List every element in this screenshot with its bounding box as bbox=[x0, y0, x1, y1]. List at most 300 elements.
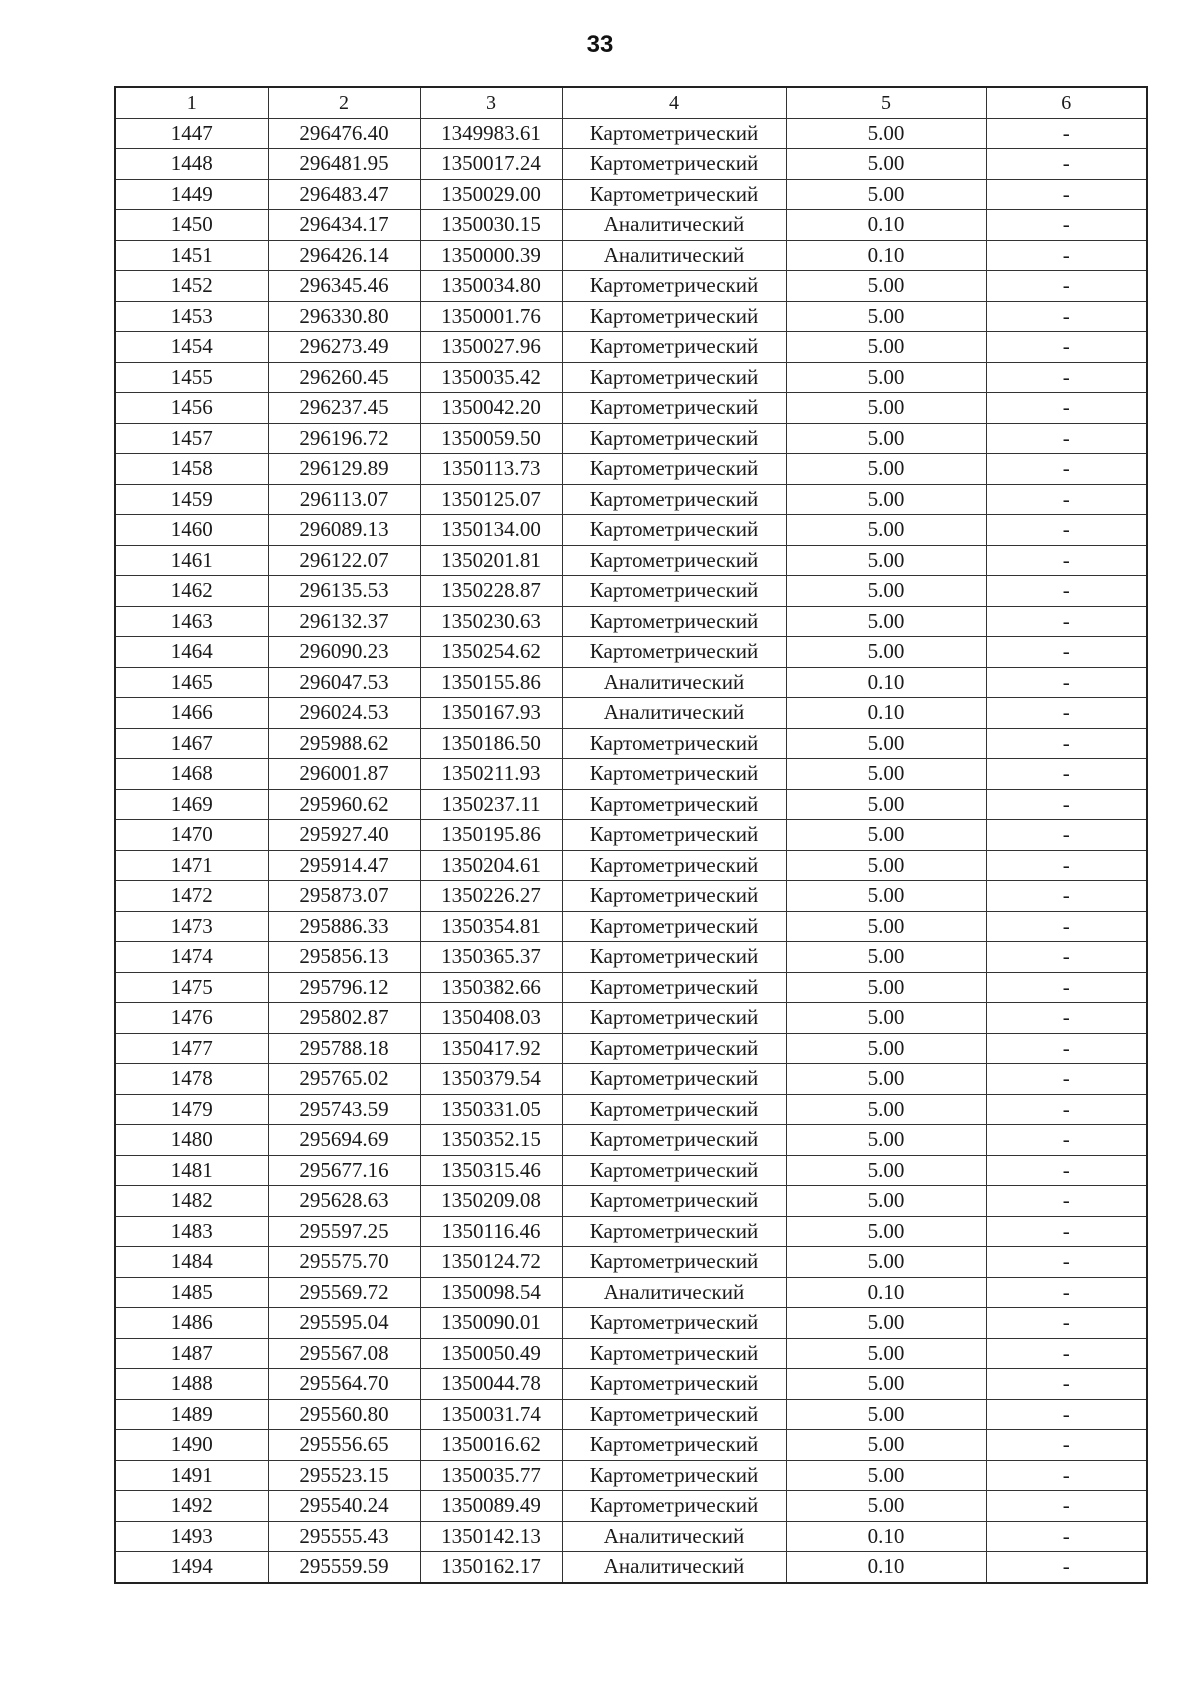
point-number-cell: 1471 bbox=[115, 850, 268, 881]
x-coordinate-cell: 295873.07 bbox=[268, 881, 420, 912]
y-coordinate-cell: 1350254.62 bbox=[420, 637, 562, 668]
method-cell: Аналитический bbox=[562, 698, 786, 729]
table-row bbox=[115, 1033, 1147, 1064]
method-cell: Картометрический bbox=[562, 1033, 786, 1064]
x-coordinate-cell: 295988.62 bbox=[268, 728, 420, 759]
method-cell: Картометрический bbox=[562, 576, 786, 607]
x-coordinate-cell: 295575.70 bbox=[268, 1247, 420, 1278]
y-coordinate-cell: 1350035.42 bbox=[420, 362, 562, 393]
point-number-cell: 1480 bbox=[115, 1125, 268, 1156]
y-coordinate-cell: 1350331.05 bbox=[420, 1094, 562, 1125]
table-row bbox=[115, 1094, 1147, 1125]
x-coordinate-cell: 295597.25 bbox=[268, 1216, 420, 1247]
table-row bbox=[115, 545, 1147, 576]
table-row bbox=[115, 1521, 1147, 1552]
accuracy-cell: 5.00 bbox=[786, 1094, 986, 1125]
accuracy-cell: 5.00 bbox=[786, 271, 986, 302]
point-number-cell: 1448 bbox=[115, 149, 268, 180]
point-number-cell: 1470 bbox=[115, 820, 268, 851]
point-number-cell: 1463 bbox=[115, 606, 268, 637]
accuracy-cell: 5.00 bbox=[786, 576, 986, 607]
note-cell: - bbox=[986, 942, 1147, 973]
y-coordinate-cell: 1350379.54 bbox=[420, 1064, 562, 1095]
method-cell: Картометрический bbox=[562, 1064, 786, 1095]
accuracy-cell: 5.00 bbox=[786, 850, 986, 881]
note-cell: - bbox=[986, 1155, 1147, 1186]
y-coordinate-cell: 1350031.74 bbox=[420, 1399, 562, 1430]
x-coordinate-cell: 295540.24 bbox=[268, 1491, 420, 1522]
accuracy-cell: 5.00 bbox=[786, 1369, 986, 1400]
note-cell: - bbox=[986, 515, 1147, 546]
note-cell: - bbox=[986, 850, 1147, 881]
accuracy-cell: 0.10 bbox=[786, 210, 986, 241]
method-cell: Картометрический bbox=[562, 728, 786, 759]
x-coordinate-cell: 296330.80 bbox=[268, 301, 420, 332]
x-coordinate-cell: 296113.07 bbox=[268, 484, 420, 515]
point-number-cell: 1485 bbox=[115, 1277, 268, 1308]
table-row bbox=[115, 1155, 1147, 1186]
accuracy-cell: 0.10 bbox=[786, 1521, 986, 1552]
point-number-cell: 1479 bbox=[115, 1094, 268, 1125]
point-number-cell: 1494 bbox=[115, 1552, 268, 1583]
x-coordinate-cell: 295788.18 bbox=[268, 1033, 420, 1064]
note-cell: - bbox=[986, 1277, 1147, 1308]
y-coordinate-cell: 1350155.86 bbox=[420, 667, 562, 698]
x-coordinate-cell: 295886.33 bbox=[268, 911, 420, 942]
y-coordinate-cell: 1350167.93 bbox=[420, 698, 562, 729]
point-number-cell: 1449 bbox=[115, 179, 268, 210]
method-cell: Картометрический bbox=[562, 850, 786, 881]
table-row bbox=[115, 149, 1147, 180]
accuracy-cell: 5.00 bbox=[786, 759, 986, 790]
point-number-cell: 1455 bbox=[115, 362, 268, 393]
y-coordinate-cell: 1350417.92 bbox=[420, 1033, 562, 1064]
y-coordinate-cell: 1350201.81 bbox=[420, 545, 562, 576]
note-cell: - bbox=[986, 1094, 1147, 1125]
note-cell: - bbox=[986, 423, 1147, 454]
method-cell: Картометрический bbox=[562, 1125, 786, 1156]
method-cell: Картометрический bbox=[562, 1308, 786, 1339]
note-cell: - bbox=[986, 484, 1147, 515]
table-row bbox=[115, 301, 1147, 332]
y-coordinate-cell: 1350044.78 bbox=[420, 1369, 562, 1400]
point-number-cell: 1461 bbox=[115, 545, 268, 576]
accuracy-cell: 5.00 bbox=[786, 1247, 986, 1278]
method-cell: Картометрический bbox=[562, 637, 786, 668]
note-cell: - bbox=[986, 1033, 1147, 1064]
accuracy-cell: 5.00 bbox=[786, 393, 986, 424]
accuracy-cell: 5.00 bbox=[786, 301, 986, 332]
x-coordinate-cell: 296273.49 bbox=[268, 332, 420, 363]
column-header-4: 4 bbox=[562, 87, 786, 118]
accuracy-cell: 5.00 bbox=[786, 149, 986, 180]
point-number-cell: 1456 bbox=[115, 393, 268, 424]
point-number-cell: 1489 bbox=[115, 1399, 268, 1430]
point-number-cell: 1475 bbox=[115, 972, 268, 1003]
table-row bbox=[115, 1125, 1147, 1156]
point-number-cell: 1466 bbox=[115, 698, 268, 729]
note-cell: - bbox=[986, 728, 1147, 759]
y-coordinate-cell: 1350124.72 bbox=[420, 1247, 562, 1278]
y-coordinate-cell: 1350204.61 bbox=[420, 850, 562, 881]
point-number-cell: 1473 bbox=[115, 911, 268, 942]
point-number-cell: 1478 bbox=[115, 1064, 268, 1095]
point-number-cell: 1486 bbox=[115, 1308, 268, 1339]
table-row bbox=[115, 271, 1147, 302]
table-row bbox=[115, 1369, 1147, 1400]
coordinates-table bbox=[114, 86, 1148, 1584]
method-cell: Картометрический bbox=[562, 423, 786, 454]
table-row bbox=[115, 942, 1147, 973]
method-cell: Картометрический bbox=[562, 454, 786, 485]
table-row bbox=[115, 820, 1147, 851]
note-cell: - bbox=[986, 118, 1147, 149]
point-number-cell: 1459 bbox=[115, 484, 268, 515]
table-row bbox=[115, 911, 1147, 942]
note-cell: - bbox=[986, 972, 1147, 1003]
y-coordinate-cell: 1350228.87 bbox=[420, 576, 562, 607]
point-number-cell: 1490 bbox=[115, 1430, 268, 1461]
x-coordinate-cell: 295856.13 bbox=[268, 942, 420, 973]
x-coordinate-cell: 295802.87 bbox=[268, 1003, 420, 1034]
y-coordinate-cell: 1350000.39 bbox=[420, 240, 562, 271]
accuracy-cell: 5.00 bbox=[786, 1430, 986, 1461]
x-coordinate-cell: 295914.47 bbox=[268, 850, 420, 881]
y-coordinate-cell: 1350030.15 bbox=[420, 210, 562, 241]
note-cell: - bbox=[986, 1430, 1147, 1461]
method-cell: Картометрический bbox=[562, 881, 786, 912]
note-cell: - bbox=[986, 545, 1147, 576]
x-coordinate-cell: 296426.14 bbox=[268, 240, 420, 271]
method-cell: Картометрический bbox=[562, 1338, 786, 1369]
table-row bbox=[115, 1552, 1147, 1583]
y-coordinate-cell: 1350017.24 bbox=[420, 149, 562, 180]
point-number-cell: 1482 bbox=[115, 1186, 268, 1217]
y-coordinate-cell: 1350195.86 bbox=[420, 820, 562, 851]
table-row bbox=[115, 210, 1147, 241]
method-cell: Картометрический bbox=[562, 1430, 786, 1461]
point-number-cell: 1464 bbox=[115, 637, 268, 668]
y-coordinate-cell: 1350315.46 bbox=[420, 1155, 562, 1186]
y-coordinate-cell: 1350029.00 bbox=[420, 179, 562, 210]
point-number-cell: 1453 bbox=[115, 301, 268, 332]
x-coordinate-cell: 296476.40 bbox=[268, 118, 420, 149]
x-coordinate-cell: 296434.17 bbox=[268, 210, 420, 241]
y-coordinate-cell: 1350354.81 bbox=[420, 911, 562, 942]
y-coordinate-cell: 1350116.46 bbox=[420, 1216, 562, 1247]
note-cell: - bbox=[986, 820, 1147, 851]
table-row bbox=[115, 1338, 1147, 1369]
point-number-cell: 1458 bbox=[115, 454, 268, 485]
point-number-cell: 1472 bbox=[115, 881, 268, 912]
page-number: 33 bbox=[586, 31, 614, 58]
y-coordinate-cell: 1350352.15 bbox=[420, 1125, 562, 1156]
table-row bbox=[115, 454, 1147, 485]
point-number-cell: 1462 bbox=[115, 576, 268, 607]
point-number-cell: 1487 bbox=[115, 1338, 268, 1369]
accuracy-cell: 5.00 bbox=[786, 1399, 986, 1430]
note-cell: - bbox=[986, 1460, 1147, 1491]
note-cell: - bbox=[986, 1399, 1147, 1430]
x-coordinate-cell: 296001.87 bbox=[268, 759, 420, 790]
column-header-6: 6 bbox=[986, 87, 1147, 118]
note-cell: - bbox=[986, 1552, 1147, 1583]
accuracy-cell: 5.00 bbox=[786, 1338, 986, 1369]
method-cell: Картометрический bbox=[562, 1247, 786, 1278]
y-coordinate-cell: 1350125.07 bbox=[420, 484, 562, 515]
note-cell: - bbox=[986, 1003, 1147, 1034]
method-cell: Аналитический bbox=[562, 210, 786, 241]
note-cell: - bbox=[986, 789, 1147, 820]
accuracy-cell: 5.00 bbox=[786, 545, 986, 576]
table-row bbox=[115, 240, 1147, 271]
accuracy-cell: 0.10 bbox=[786, 667, 986, 698]
accuracy-cell: 5.00 bbox=[786, 972, 986, 1003]
method-cell: Картометрический bbox=[562, 1369, 786, 1400]
table-row bbox=[115, 1399, 1147, 1430]
x-coordinate-cell: 296122.07 bbox=[268, 545, 420, 576]
note-cell: - bbox=[986, 698, 1147, 729]
x-coordinate-cell: 295560.80 bbox=[268, 1399, 420, 1430]
point-number-cell: 1469 bbox=[115, 789, 268, 820]
point-number-cell: 1468 bbox=[115, 759, 268, 790]
table-row bbox=[115, 118, 1147, 149]
table-body bbox=[115, 118, 1147, 1583]
accuracy-cell: 5.00 bbox=[786, 606, 986, 637]
column-header-2: 2 bbox=[268, 87, 420, 118]
method-cell: Картометрический bbox=[562, 1216, 786, 1247]
note-cell: - bbox=[986, 1491, 1147, 1522]
method-cell: Картометрический bbox=[562, 789, 786, 820]
method-cell: Картометрический bbox=[562, 1094, 786, 1125]
point-number-cell: 1483 bbox=[115, 1216, 268, 1247]
method-cell: Картометрический bbox=[562, 911, 786, 942]
point-number-cell: 1447 bbox=[115, 118, 268, 149]
y-coordinate-cell: 1350059.50 bbox=[420, 423, 562, 454]
method-cell: Аналитический bbox=[562, 1521, 786, 1552]
table-row bbox=[115, 850, 1147, 881]
x-coordinate-cell: 295523.15 bbox=[268, 1460, 420, 1491]
table-row bbox=[115, 1216, 1147, 1247]
accuracy-cell: 5.00 bbox=[786, 1064, 986, 1095]
accuracy-cell: 5.00 bbox=[786, 515, 986, 546]
method-cell: Аналитический bbox=[562, 1552, 786, 1583]
method-cell: Картометрический bbox=[562, 301, 786, 332]
method-cell: Картометрический bbox=[562, 606, 786, 637]
accuracy-cell: 5.00 bbox=[786, 484, 986, 515]
accuracy-cell: 5.00 bbox=[786, 454, 986, 485]
table-row bbox=[115, 179, 1147, 210]
table-row bbox=[115, 393, 1147, 424]
note-cell: - bbox=[986, 362, 1147, 393]
x-coordinate-cell: 296090.23 bbox=[268, 637, 420, 668]
method-cell: Картометрический bbox=[562, 362, 786, 393]
table-row bbox=[115, 423, 1147, 454]
point-number-cell: 1493 bbox=[115, 1521, 268, 1552]
method-cell: Картометрический bbox=[562, 332, 786, 363]
y-coordinate-cell: 1350186.50 bbox=[420, 728, 562, 759]
x-coordinate-cell: 295796.12 bbox=[268, 972, 420, 1003]
x-coordinate-cell: 296237.45 bbox=[268, 393, 420, 424]
accuracy-cell: 5.00 bbox=[786, 1491, 986, 1522]
x-coordinate-cell: 296196.72 bbox=[268, 423, 420, 454]
table-row bbox=[115, 1003, 1147, 1034]
accuracy-cell: 5.00 bbox=[786, 789, 986, 820]
note-cell: - bbox=[986, 332, 1147, 363]
x-coordinate-cell: 295677.16 bbox=[268, 1155, 420, 1186]
column-header-3: 3 bbox=[420, 87, 562, 118]
point-number-cell: 1488 bbox=[115, 1369, 268, 1400]
point-number-cell: 1491 bbox=[115, 1460, 268, 1491]
note-cell: - bbox=[986, 1521, 1147, 1552]
x-coordinate-cell: 296089.13 bbox=[268, 515, 420, 546]
point-number-cell: 1476 bbox=[115, 1003, 268, 1034]
method-cell: Картометрический bbox=[562, 484, 786, 515]
note-cell: - bbox=[986, 210, 1147, 241]
y-coordinate-cell: 1350230.63 bbox=[420, 606, 562, 637]
note-cell: - bbox=[986, 1247, 1147, 1278]
accuracy-cell: 5.00 bbox=[786, 118, 986, 149]
accuracy-cell: 0.10 bbox=[786, 240, 986, 271]
point-number-cell: 1492 bbox=[115, 1491, 268, 1522]
accuracy-cell: 5.00 bbox=[786, 1033, 986, 1064]
x-coordinate-cell: 296129.89 bbox=[268, 454, 420, 485]
column-header-5: 5 bbox=[786, 87, 986, 118]
note-cell: - bbox=[986, 1369, 1147, 1400]
accuracy-cell: 5.00 bbox=[786, 637, 986, 668]
point-number-cell: 1460 bbox=[115, 515, 268, 546]
accuracy-cell: 5.00 bbox=[786, 1186, 986, 1217]
point-number-cell: 1450 bbox=[115, 210, 268, 241]
accuracy-cell: 5.00 bbox=[786, 1003, 986, 1034]
note-cell: - bbox=[986, 1216, 1147, 1247]
x-coordinate-cell: 296345.46 bbox=[268, 271, 420, 302]
note-cell: - bbox=[986, 667, 1147, 698]
method-cell: Аналитический bbox=[562, 667, 786, 698]
x-coordinate-cell: 296132.37 bbox=[268, 606, 420, 637]
y-coordinate-cell: 1350226.27 bbox=[420, 881, 562, 912]
note-cell: - bbox=[986, 301, 1147, 332]
table-row bbox=[115, 362, 1147, 393]
accuracy-cell: 5.00 bbox=[786, 362, 986, 393]
point-number-cell: 1457 bbox=[115, 423, 268, 454]
method-cell: Картометрический bbox=[562, 972, 786, 1003]
x-coordinate-cell: 295555.43 bbox=[268, 1521, 420, 1552]
table-row bbox=[115, 576, 1147, 607]
point-number-cell: 1467 bbox=[115, 728, 268, 759]
accuracy-cell: 5.00 bbox=[786, 820, 986, 851]
note-cell: - bbox=[986, 393, 1147, 424]
y-coordinate-cell: 1350211.93 bbox=[420, 759, 562, 790]
table-row bbox=[115, 484, 1147, 515]
accuracy-cell: 5.00 bbox=[786, 1308, 986, 1339]
point-number-cell: 1454 bbox=[115, 332, 268, 363]
note-cell: - bbox=[986, 1064, 1147, 1095]
x-coordinate-cell: 295569.72 bbox=[268, 1277, 420, 1308]
method-cell: Аналитический bbox=[562, 240, 786, 271]
y-coordinate-cell: 1350237.11 bbox=[420, 789, 562, 820]
method-cell: Картометрический bbox=[562, 759, 786, 790]
x-coordinate-cell: 296024.53 bbox=[268, 698, 420, 729]
note-cell: - bbox=[986, 1308, 1147, 1339]
table-row bbox=[115, 637, 1147, 668]
note-cell: - bbox=[986, 454, 1147, 485]
table-row bbox=[115, 972, 1147, 1003]
table-row bbox=[115, 1277, 1147, 1308]
x-coordinate-cell: 296047.53 bbox=[268, 667, 420, 698]
y-coordinate-cell: 1349983.61 bbox=[420, 118, 562, 149]
accuracy-cell: 5.00 bbox=[786, 1460, 986, 1491]
point-number-cell: 1474 bbox=[115, 942, 268, 973]
method-cell: Картометрический bbox=[562, 1460, 786, 1491]
accuracy-cell: 0.10 bbox=[786, 1552, 986, 1583]
x-coordinate-cell: 295556.65 bbox=[268, 1430, 420, 1461]
point-number-cell: 1451 bbox=[115, 240, 268, 271]
y-coordinate-cell: 1350098.54 bbox=[420, 1277, 562, 1308]
accuracy-cell: 5.00 bbox=[786, 728, 986, 759]
method-cell: Картометрический bbox=[562, 1003, 786, 1034]
table-row bbox=[115, 698, 1147, 729]
note-cell: - bbox=[986, 179, 1147, 210]
accuracy-cell: 5.00 bbox=[786, 911, 986, 942]
y-coordinate-cell: 1350408.03 bbox=[420, 1003, 562, 1034]
accuracy-cell: 5.00 bbox=[786, 332, 986, 363]
table-row bbox=[115, 606, 1147, 637]
accuracy-cell: 0.10 bbox=[786, 698, 986, 729]
y-coordinate-cell: 1350050.49 bbox=[420, 1338, 562, 1369]
method-cell: Картометрический bbox=[562, 545, 786, 576]
accuracy-cell: 5.00 bbox=[786, 1125, 986, 1156]
column-header-1: 1 bbox=[115, 87, 268, 118]
note-cell: - bbox=[986, 881, 1147, 912]
table-row bbox=[115, 759, 1147, 790]
table-row bbox=[115, 667, 1147, 698]
y-coordinate-cell: 1350162.17 bbox=[420, 1552, 562, 1583]
note-cell: - bbox=[986, 271, 1147, 302]
y-coordinate-cell: 1350035.77 bbox=[420, 1460, 562, 1491]
accuracy-cell: 5.00 bbox=[786, 179, 986, 210]
y-coordinate-cell: 1350382.66 bbox=[420, 972, 562, 1003]
note-cell: - bbox=[986, 1338, 1147, 1369]
x-coordinate-cell: 295595.04 bbox=[268, 1308, 420, 1339]
x-coordinate-cell: 296483.47 bbox=[268, 179, 420, 210]
y-coordinate-cell: 1350089.49 bbox=[420, 1491, 562, 1522]
x-coordinate-cell: 295694.69 bbox=[268, 1125, 420, 1156]
method-cell: Картометрический bbox=[562, 271, 786, 302]
table-row bbox=[115, 1186, 1147, 1217]
y-coordinate-cell: 1350090.01 bbox=[420, 1308, 562, 1339]
point-number-cell: 1452 bbox=[115, 271, 268, 302]
x-coordinate-cell: 295765.02 bbox=[268, 1064, 420, 1095]
accuracy-cell: 5.00 bbox=[786, 881, 986, 912]
method-cell: Аналитический bbox=[562, 1277, 786, 1308]
table-row bbox=[115, 515, 1147, 546]
table-row bbox=[115, 1247, 1147, 1278]
table-row bbox=[115, 1064, 1147, 1095]
note-cell: - bbox=[986, 1125, 1147, 1156]
table-row bbox=[115, 789, 1147, 820]
x-coordinate-cell: 295628.63 bbox=[268, 1186, 420, 1217]
accuracy-cell: 5.00 bbox=[786, 1216, 986, 1247]
x-coordinate-cell: 296135.53 bbox=[268, 576, 420, 607]
method-cell: Картометрический bbox=[562, 820, 786, 851]
method-cell: Картометрический bbox=[562, 179, 786, 210]
note-cell: - bbox=[986, 576, 1147, 607]
accuracy-cell: 5.00 bbox=[786, 1155, 986, 1186]
method-cell: Картометрический bbox=[562, 942, 786, 973]
x-coordinate-cell: 295960.62 bbox=[268, 789, 420, 820]
table-row bbox=[115, 1491, 1147, 1522]
